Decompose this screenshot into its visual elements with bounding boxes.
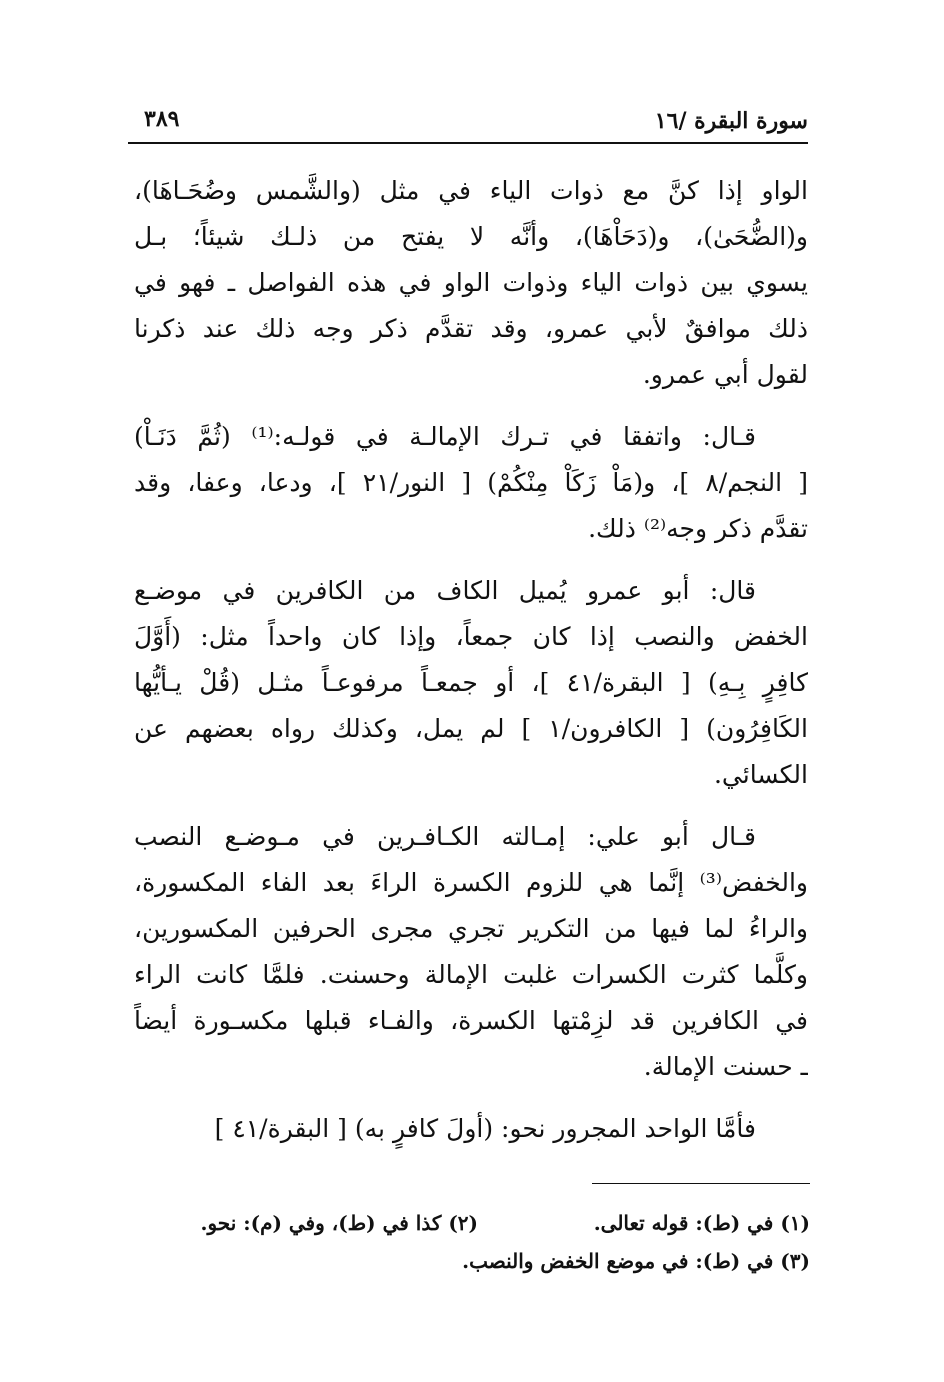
- text-line: و(الضُّحَىٰ)، و(دَحَاْهَا)، وأنَّه لا يفتح من ذلـك شيئاً؛ بـل: [134, 222, 808, 251]
- text-line: ذلك موافقٌ لأبي عمرو، وقد تقدَّم ذكر وجه ذلك عند ذكرنا: [134, 314, 808, 343]
- footnote-2: (٢) كذا في (ط)، وفي (م): نحو.: [200, 1211, 478, 1235]
- text-line: يسوي بين ذوات الياء وذوات الواو في هذه الفواصل ـ فهو في: [134, 268, 808, 297]
- paragraph-2: [134, 414, 808, 552]
- text-line: قال: أبو عمرو يُميل الكاف من الكافرين في موضـع: [134, 576, 756, 605]
- paragraph-1: [134, 168, 808, 398]
- footnote-1: (١) في (ط): قوله تعالى.: [593, 1211, 810, 1235]
- text-line: تقدَّم ذكر وجه⁽²⁾ ذلك.: [588, 514, 808, 543]
- text-line: كافِرٍ بِـهِ) [ البقرة/٤١ ]، أو جمعـاً مرفوعـاً مثـل (قُلْ يـأيُّها: [134, 668, 808, 697]
- text-line: [ النجم/٨ ]، و(مَاْ زَكَاْ مِنْكُمْ) [ النور/٢١ ]، ودعا، وعفا، وقد: [134, 468, 808, 497]
- paragraph-3: [134, 568, 808, 798]
- running-title: سورة البقرة /١٦: [654, 108, 808, 134]
- text-line: فأمَّا الواحد المجرور نحو: (أولَ كافرٍ به) [ البقرة/٤١ ]: [214, 1114, 756, 1143]
- text-line: لقول أبي عمرو.: [642, 360, 808, 389]
- text-line: والخفض⁽³⁾ إنَّما هي للزوم الكسرة الراءَ بعد الفاء المكسورة،: [134, 868, 808, 897]
- text-line: الكَافِرُون) [ الكافرون/١ ] لم يمل، وكذلك رواه بعضهم عن: [134, 714, 808, 743]
- text-line: الخفض والنصب إذا كان جمعاً، وإذا كان واحداً مثل: (أَوَّلَ: [134, 622, 808, 651]
- text-line: قـال أبو علي: إمـالته الكـافـرين في مـوضـع النصب: [134, 822, 756, 851]
- main-text: [134, 168, 808, 1168]
- page-number: ٣٨٩: [144, 106, 180, 132]
- text-line: ـ حسنت الإمالة.: [643, 1052, 808, 1081]
- paragraph-5: [134, 1106, 808, 1152]
- paragraph-4: [134, 814, 808, 1090]
- text-line: قـال: واتفقا في تـرك الإمالـة في قولـه:⁽¹⁾ (ثُمَّ دَنَـاْ): [134, 422, 757, 451]
- footnote-separator: [592, 1183, 810, 1184]
- footnote-row: [160, 1204, 810, 1242]
- footnote-3: (٣) في (ط): في موضع الخفض والنصب.: [462, 1249, 810, 1273]
- footnotes: [160, 1204, 810, 1280]
- text-line: وكلَّما كثرت الكسرات غلبت الإمالة وحسنت. فلمَّا كانت الراء: [134, 960, 808, 989]
- text-line: في الكافرين قد لزِمْتها الكسرة، والفـاء قبلها مكسـورة أيضاً: [134, 1006, 808, 1035]
- text-line: الكسائي.: [713, 760, 808, 789]
- page-header: [128, 102, 808, 144]
- text-line: والراءُ لما فيها من التكرير تجري مجرى الحرفين المكسورين،: [134, 914, 808, 943]
- text-line: الواو إذا كنَّ مع ذوات الياء في مثل (والشَّمس وضُحَـاهَا)،: [134, 176, 808, 205]
- footnote-row: [160, 1242, 810, 1280]
- header-rule: [128, 142, 808, 144]
